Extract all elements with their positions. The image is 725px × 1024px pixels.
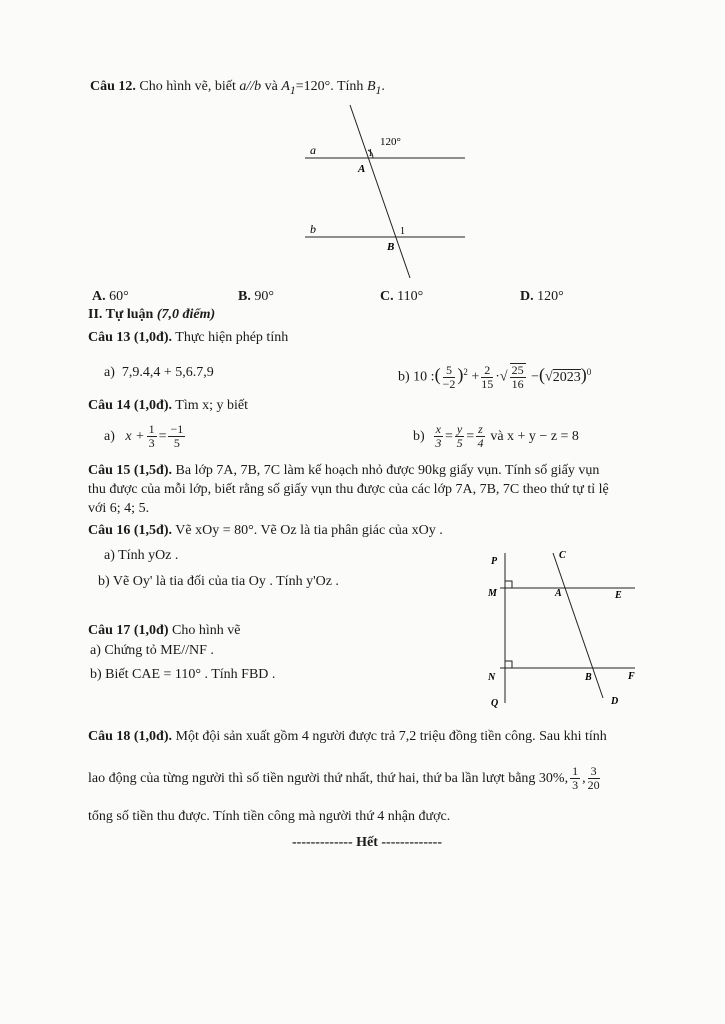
q17-fig-E: E [615,590,622,601]
q12-option-c[interactable]: C. 110° [380,289,424,304]
q16-part-b: b) Vẽ Oy' là tia đối của tia Oy . Tính y'Oz . [98,574,339,589]
q12-text: Cho hình vẽ, biết [139,79,236,94]
q12-condition: a//b [239,79,262,94]
q12-compute: . Tính [330,79,364,94]
q12-fig-mark-b: 1 [400,226,405,237]
q15-line3: với 6; 4; 5. [88,501,150,516]
q12-fig-line-a: a [310,143,316,157]
q12-angle-a: $A_1$ [281,79,296,97]
q13-part-b: b) 10 :( $\frac{5}{-2}$ )$^2$ + $\frac{2}{15}$ ·√ $\frac{25}{16}$ $-(√2023)^0$ [398,362,592,392]
q13-prompt: Câu 13 (1,0đ). Thực hiện phép tính [88,330,289,345]
end-marker: ------------- Hết ------------- [292,835,442,850]
q15-line1: Câu 15 (1,5đ). Ba lớp 7A, 7B, 7C làm kế hoạch nhỏ được 90kg giấy vụn. Tính số giấy vụn [88,463,600,478]
q17-figure [485,548,645,713]
q14-prompt: Câu 14 (1,0đ). Tìm x; y biết [88,398,248,413]
q17-prompt: Câu 17 (1,0đ) Cho hình vẽ [88,623,241,638]
q17-fig-M: M [488,588,497,599]
q16-prompt: Câu 16 (1,5đ). Vẽ xOy = 80°. Vẽ Oz là tia phân giác của xOy . [88,523,443,538]
q12-and: và [264,79,278,94]
q12-figure [290,100,480,285]
q12-fig-mark-a: 1 [368,148,373,159]
q12-end: . [381,79,385,94]
q12-fig-point-b: B [387,241,395,253]
q17-fig-A: A [555,588,562,599]
q12-eq: =120° [295,79,331,94]
q17-part-a: a) Chứng tỏ ME//NF . [90,643,214,658]
q17-fig-F: F [628,671,635,682]
section-2-heading: II. Tự luận (7,0 điểm) [88,307,216,322]
q18-line1: Câu 18 (1,0đ). Một đội sản xuất gồm 4 người được trả 7,2 triệu đồng tiền công. Sau khi tính [88,729,607,744]
q16-part-a: a) Tính yOz . [104,548,179,563]
q12-fig-line-b: b [310,222,316,236]
q17-fig-P: P [491,556,498,567]
q18-line3: tổng số tiền thu được. Tính tiền công mà người thứ 4 nhận được. [88,809,451,824]
q12-fig-point-a: A [358,163,366,175]
q12-prompt [90,78,385,100]
q14-part-b: b) $\frac{x}{3}$ = $\frac{y}{5}$ = $\frac{z}{4}$ và x + y − z = 8 [413,422,579,451]
q17-fig-B: B [585,672,592,683]
q17-fig-D: D [611,696,619,707]
q12-option-b[interactable]: B. 90° [238,289,274,304]
q13-part-a: a) 7,9.4,4 + 5,6.7,9 [104,365,214,380]
q12-label: Câu 12. [90,79,136,94]
q18-line2: lao động của từng người thì số tiền người thứ nhất, thứ hai, thứ ba lần lượt bằng 30%, $\frac{1}{3}$ , $\frac{3}{20}$ [88,764,600,793]
q17-fig-Q: Q [491,698,499,709]
q12-option-d[interactable]: D. 120° [520,289,564,304]
q12-fig-angle-label: 120° [380,136,401,148]
q17-fig-N: N [488,672,496,683]
q12-option-a[interactable]: A. 60° [92,289,129,304]
q14-part-a: a) x + $\frac{1}{3}$ = $\frac{-1}{5}$ [104,422,184,451]
q12-angle-b: $B_1$ [366,79,382,97]
q17-part-b: b) Biết CAE = 110° . Tính FBD . [90,667,276,682]
q15-line2: thu được của mỗi lớp, biết rằng số giấy vụn thu được của các lớp 7A, 7B, 7C theo thứ tự tỉ lệ [88,482,609,497]
q17-fig-C: C [559,550,566,561]
